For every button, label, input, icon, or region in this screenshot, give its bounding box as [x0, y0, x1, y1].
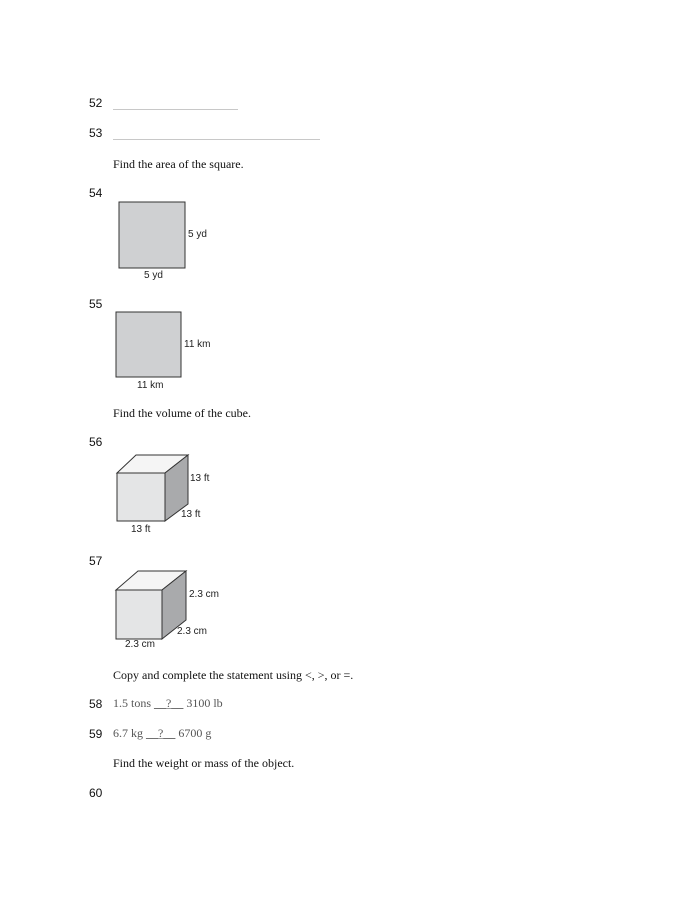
problem-58-number: 58 — [89, 697, 103, 711]
square-54-bottom-label: 5 yd — [144, 270, 163, 281]
cube-figure-56 — [110, 448, 240, 540]
problem-60-number: 60 — [89, 786, 103, 800]
problem-58-blank[interactable]: __?__ — [154, 696, 184, 710]
problem-59-blank[interactable]: __?__ — [146, 726, 176, 740]
cube-figure-57 — [110, 566, 240, 652]
cube-57-height-label: 2.3 cm — [189, 589, 220, 600]
cube-57-width-label: 2.3 cm — [125, 639, 156, 650]
problem-52-answer-line[interactable] — [113, 109, 238, 110]
problem-52-number: 52 — [89, 96, 103, 110]
square-figure-54 — [110, 196, 220, 288]
instruction-compare: Copy and complete the statement using <, >, or =. — [113, 668, 354, 682]
problem-59-statement — [113, 726, 211, 741]
problem-58-statement — [113, 696, 223, 711]
square-55-bottom-label: 11 km — [137, 380, 164, 391]
square-54-side-label: 5 yd — [188, 229, 207, 240]
problem-56-number: 56 — [89, 435, 103, 449]
problem-57-number: 57 — [89, 554, 103, 568]
problem-55-number: 55 — [89, 297, 103, 311]
problem-59-left: 6.7 kg — [113, 726, 143, 740]
problem-59-number: 59 — [89, 727, 103, 741]
problem-53-answer-line[interactable] — [113, 139, 320, 140]
cube-56-width-label: 13 ft — [131, 524, 151, 535]
square-55 — [116, 312, 181, 377]
instruction-weight: Find the weight or mass of the object. — [113, 756, 295, 770]
problem-54-number: 54 — [89, 186, 103, 200]
problem-58-left: 1.5 tons — [113, 696, 152, 710]
square-54 — [119, 202, 185, 268]
instruction-volume: Find the volume of the cube. — [113, 406, 251, 420]
cube-56-depth-label: 13 ft — [181, 509, 201, 520]
problem-59-right: 6700 g — [178, 726, 212, 740]
cube-57-front — [116, 590, 162, 639]
cube-57-depth-label: 2.3 cm — [177, 626, 208, 637]
cube-56-front — [117, 473, 165, 521]
problem-53-number: 53 — [89, 126, 103, 140]
problem-58-right: 3100 lb — [186, 696, 223, 710]
square-figure-55 — [110, 306, 230, 392]
square-55-side-label: 11 km — [184, 339, 211, 350]
instruction-area: Find the area of the square. — [113, 157, 244, 171]
cube-56-height-label: 13 ft — [190, 473, 210, 484]
